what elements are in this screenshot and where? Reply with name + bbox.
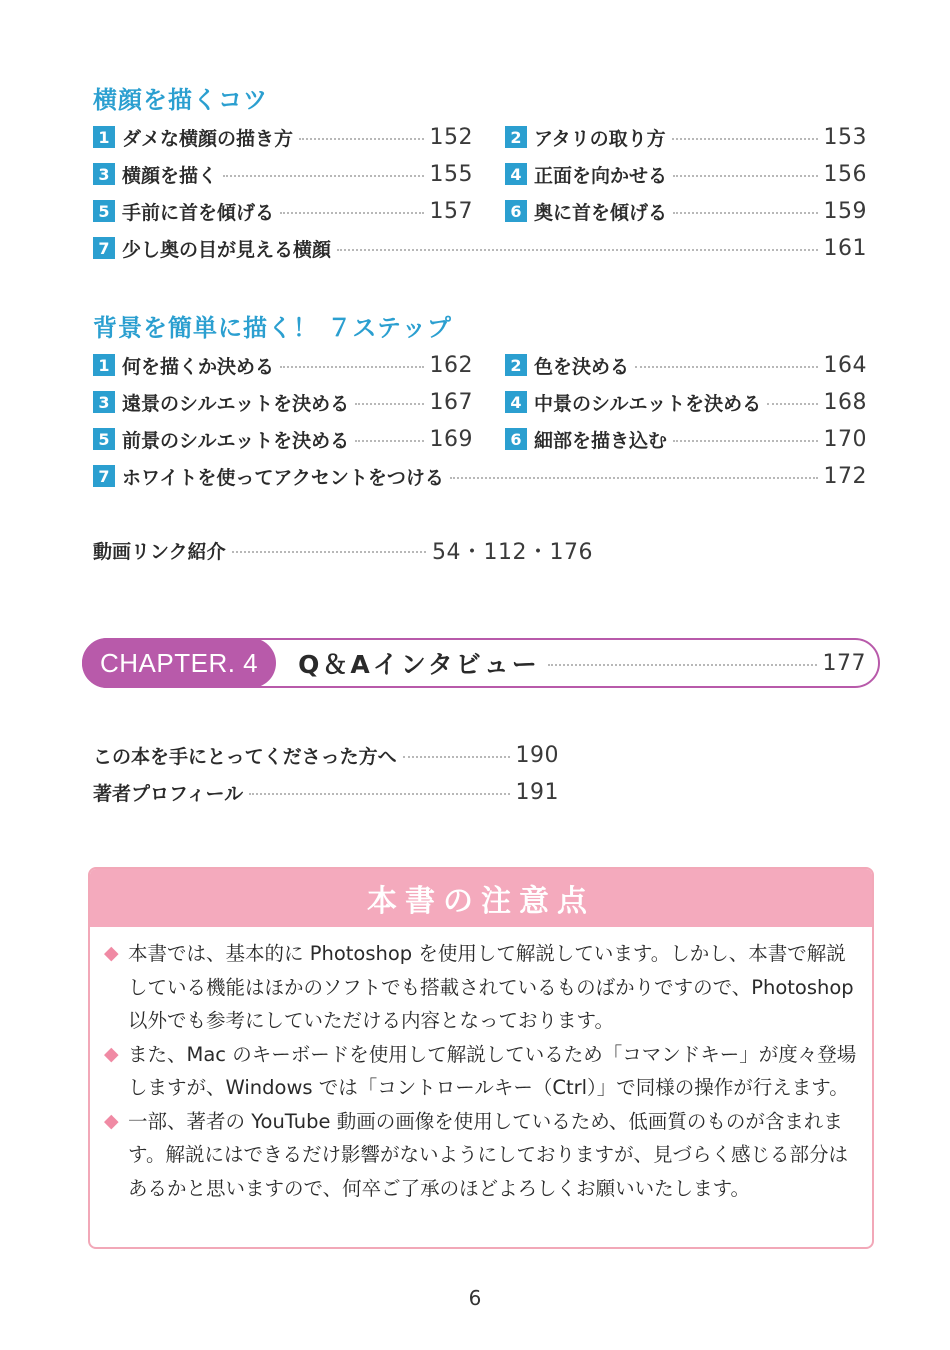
dot-leader <box>635 366 817 368</box>
page-footer-number: 6 <box>468 1286 482 1310</box>
entry-label: 著者プロフィール <box>93 782 244 805</box>
page-number: 169 <box>429 426 473 452</box>
toc-entry[interactable] <box>93 159 473 189</box>
page-number: 177 <box>822 650 866 676</box>
dot-leader <box>355 440 423 442</box>
toc-entry[interactable] <box>505 350 867 380</box>
section-title-profile: 横顔を描くコツ <box>93 86 268 114</box>
dot-leader <box>232 551 426 553</box>
item-number: 1 <box>93 126 115 148</box>
note-item <box>104 1038 858 1105</box>
item-number: 6 <box>505 428 527 450</box>
page-number: 54・112・176 <box>432 539 593 565</box>
page-number: 159 <box>823 198 867 224</box>
chapter-title: Q＆Aインタビュー <box>298 650 540 679</box>
entry-label: 動画リンク紹介 <box>93 540 226 563</box>
item-number: 3 <box>93 163 115 185</box>
page-number: 157 <box>429 198 473 224</box>
entry-label: 少し奥の目が見える横顔 <box>122 238 332 261</box>
dot-leader <box>280 212 423 214</box>
toc-entry[interactable] <box>93 777 559 807</box>
toc-entry[interactable] <box>93 740 559 770</box>
dot-leader <box>767 403 817 405</box>
toc-entry[interactable] <box>505 122 867 152</box>
page-number: 190 <box>515 742 559 768</box>
entry-label: ダメな横顔の描き方 <box>122 127 294 150</box>
diamond-bullet-icon: ◆ <box>104 1042 119 1065</box>
toc-entry[interactable] <box>93 461 867 491</box>
toc-entry[interactable] <box>93 350 473 380</box>
page-number: 168 <box>823 389 867 415</box>
dot-leader <box>672 138 818 140</box>
note-text: 本書では、基本的に Photoshop を使用して解説しています。しかし、本書で解説している機能はほかのソフトでも搭載されているものばかりですので、Photoshop 以外でも参考にしていただける内容となっております。 <box>128 942 854 1032</box>
note-text: 一部、著者の YouTube 動画の画像を使用しているため、低画質のものが含まれます。解説にはできるだけ影響がないようにしておりますが、見づらく感じる部分はあるかと思いますので、何卒ご了承のほどよろしくお願いいたします。 <box>128 1109 848 1200</box>
entry-label: 横顔を描く <box>122 164 218 187</box>
toc-entry-video-links[interactable] <box>93 535 593 565</box>
note-item <box>104 1105 858 1206</box>
toc-entry[interactable] <box>93 424 473 454</box>
diamond-bullet-icon: ◆ <box>104 942 119 964</box>
dot-leader <box>450 477 818 479</box>
dot-leader <box>673 175 817 177</box>
entry-label: 中景のシルエットを決める <box>534 392 762 415</box>
entry-label: 手前に首を傾げる <box>122 201 275 224</box>
entry-label: 前景のシルエットを決める <box>122 429 350 452</box>
notes-title: 本書の注意点 <box>90 869 872 927</box>
entry-label: 正面を向かせる <box>534 164 668 187</box>
note-item <box>104 937 858 1038</box>
page-number: 156 <box>823 161 867 187</box>
toc-entry[interactable] <box>505 196 867 226</box>
toc-entry[interactable] <box>93 122 473 152</box>
toc-entry[interactable] <box>505 159 867 189</box>
page-number: 170 <box>823 426 867 452</box>
item-number: 6 <box>505 200 527 222</box>
toc-entry[interactable] <box>93 233 867 263</box>
item-number: 3 <box>93 391 115 413</box>
item-number: 1 <box>93 354 115 376</box>
entry-label: 細部を描き込む <box>534 429 668 452</box>
item-number: 2 <box>505 354 527 376</box>
dot-leader <box>548 664 817 666</box>
item-number: 7 <box>93 465 115 487</box>
item-number: 4 <box>505 391 527 413</box>
toc-entry[interactable] <box>93 196 473 226</box>
item-number: 7 <box>93 237 115 259</box>
section-title-background: 背景を簡単に描く！ ７ステップ <box>93 314 452 342</box>
dot-leader <box>337 249 817 251</box>
entry-label: ホワイトを使ってアクセントをつける <box>122 466 444 489</box>
entry-label: この本を手にとってくださった方へ <box>93 745 397 768</box>
dot-leader <box>299 138 423 140</box>
notes-box <box>88 867 874 1249</box>
page-number: 164 <box>823 352 867 378</box>
item-number: 2 <box>505 126 527 148</box>
item-number: 4 <box>505 163 527 185</box>
toc-entry[interactable] <box>505 387 867 417</box>
page-number: 161 <box>823 235 867 261</box>
note-text: また、Mac のキーボードを使用して解説しているため「コマンドキー」が度々登場しますが、Windows では「コントロールキー（Ctrl）」で同様の操作が行えます。 <box>128 1042 857 1099</box>
entry-label: 何を描くか決める <box>122 355 275 378</box>
page-number: 155 <box>429 161 473 187</box>
page-number: 153 <box>823 124 867 150</box>
dot-leader <box>673 212 817 214</box>
page-number: 172 <box>823 463 867 489</box>
entry-label: 奥に首を傾げる <box>534 201 668 224</box>
dot-leader <box>673 440 817 442</box>
page-number: 152 <box>429 124 473 150</box>
toc-entry[interactable] <box>93 387 473 417</box>
item-number: 5 <box>93 200 115 222</box>
chapter-4-row[interactable] <box>82 638 880 688</box>
item-number: 5 <box>93 428 115 450</box>
entry-label: 色を決める <box>534 355 630 378</box>
dot-leader <box>223 175 423 177</box>
diamond-bullet-icon: ◆ <box>104 1109 119 1132</box>
chapter-badge: CHAPTER. 4 <box>82 638 276 688</box>
dot-leader <box>249 793 509 795</box>
notes-body <box>90 927 872 1205</box>
dot-leader <box>403 756 510 758</box>
dot-leader <box>280 366 423 368</box>
entry-label: アタリの取り方 <box>534 127 666 150</box>
page-number: 162 <box>429 352 473 378</box>
page-number: 167 <box>429 389 473 415</box>
dot-leader <box>355 403 423 405</box>
entry-label: 遠景のシルエットを決める <box>122 392 350 415</box>
toc-entry[interactable] <box>505 424 867 454</box>
page-number: 191 <box>515 779 559 805</box>
